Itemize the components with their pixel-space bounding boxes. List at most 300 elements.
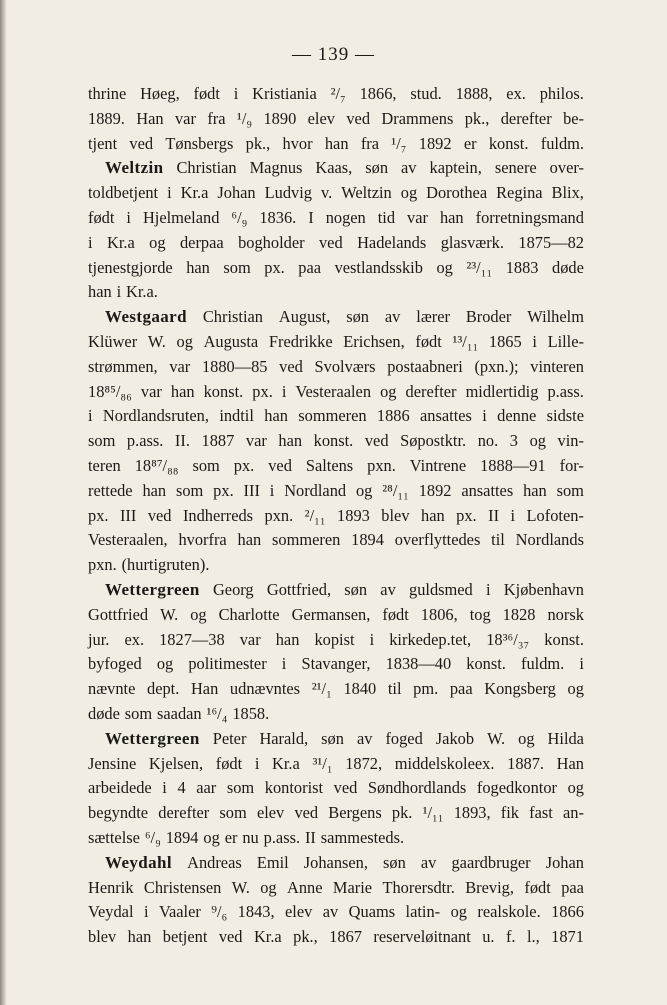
word: ²⁸/₁₁ — [382, 480, 409, 500]
word: Marie — [332, 877, 373, 897]
entry-headword: Westgaard — [105, 307, 187, 327]
word: denne — [497, 406, 537, 426]
entry-first-line — [88, 851, 584, 876]
word: ved — [346, 108, 371, 128]
word: Vaaler — [158, 902, 201, 922]
word: tjenestgjorde — [88, 257, 173, 277]
word: søn — [346, 307, 369, 327]
word: Fredrikke — [268, 331, 333, 351]
word: begyndte — [88, 803, 149, 823]
word: middelskoleex. — [394, 753, 495, 773]
word: derefter — [405, 381, 457, 401]
word: elev — [285, 902, 313, 922]
word: ved — [294, 803, 319, 823]
word: 1875—82 — [518, 232, 584, 252]
word: og — [190, 604, 207, 624]
word: Charlotte — [218, 604, 280, 624]
word: han — [88, 282, 112, 302]
word: paa — [298, 257, 322, 277]
word: foged — [385, 728, 423, 748]
word: var — [140, 381, 162, 401]
word: var — [174, 108, 196, 128]
text-line — [88, 256, 584, 281]
word: født — [524, 877, 551, 897]
word: pk., — [293, 927, 318, 947]
word: Christian — [202, 307, 263, 327]
word: byfoged — [88, 654, 142, 674]
word: født — [193, 84, 220, 103]
word: og — [518, 728, 535, 748]
word: Johan — [217, 183, 256, 203]
word: i — [162, 778, 167, 798]
word: glasværk. — [440, 232, 504, 252]
word: no. — [477, 431, 499, 451]
word: ²/₁₁ — [304, 505, 326, 525]
word: Emil — [256, 852, 289, 872]
word: fast — [529, 803, 553, 823]
entry-first-line — [88, 578, 584, 603]
word: sommeren — [298, 406, 367, 426]
word: vin- — [557, 431, 584, 451]
word: 1894 — [165, 827, 199, 847]
word: Indherreds — [182, 505, 254, 525]
text-line — [88, 876, 584, 901]
word: Kr.a — [272, 753, 300, 773]
word: og — [400, 183, 418, 203]
word: ved — [129, 133, 154, 153]
word: II — [488, 505, 500, 525]
word: 1893, — [453, 803, 491, 823]
word: 1866 — [551, 902, 584, 922]
word: Christensen — [143, 877, 222, 897]
text-line — [88, 82, 584, 107]
word: født — [415, 331, 442, 351]
word: ²³/₁₁ — [466, 257, 493, 277]
text-line — [88, 479, 584, 504]
word: han — [142, 480, 167, 500]
word: og — [260, 877, 277, 897]
word: indtil — [219, 406, 254, 426]
word: han — [278, 431, 303, 451]
word: Lofoten- — [526, 505, 584, 525]
word: fra — [207, 108, 226, 128]
word: px. — [252, 381, 273, 401]
word: 1883 — [505, 257, 539, 277]
text-line — [88, 107, 584, 132]
word: tog — [469, 604, 491, 624]
word: 1886 — [376, 406, 410, 426]
word: px. — [456, 505, 477, 525]
word: døde — [552, 257, 584, 277]
word: elev — [307, 108, 335, 128]
word: i — [486, 579, 491, 599]
word: som — [124, 703, 153, 723]
word: gaardbruger — [451, 852, 531, 872]
word: i — [254, 753, 260, 773]
word: over- — [549, 158, 584, 178]
word: i — [281, 654, 287, 674]
word: og — [149, 232, 166, 252]
word: han — [264, 406, 288, 426]
text-line — [88, 603, 584, 628]
text-line — [88, 776, 584, 801]
word: Saltens — [305, 455, 354, 475]
word: og — [567, 679, 584, 699]
word: til — [387, 679, 402, 699]
word: an- — [563, 803, 584, 823]
word: fik — [500, 803, 519, 823]
word: 1889. — [88, 108, 125, 128]
word: 18³⁶/₃₇ — [486, 629, 530, 649]
body-text — [88, 82, 584, 950]
word: kaptein, — [429, 158, 482, 178]
word: nævnte — [88, 679, 136, 699]
word: Thorersdtr. — [382, 877, 455, 897]
word: var — [169, 356, 191, 376]
word: ved — [318, 232, 343, 252]
word: ved — [333, 778, 358, 798]
word: 4 — [177, 778, 186, 798]
word: Søndhordlands — [367, 778, 467, 798]
word: l., — [526, 927, 540, 947]
word: pm. — [413, 679, 439, 699]
entry-headword: Wettergreen — [105, 728, 200, 748]
word: i — [88, 406, 93, 426]
word: sammesteds. — [320, 827, 405, 847]
word: 1865 — [488, 331, 522, 351]
word: Kristiania — [252, 84, 317, 103]
word: Augusta — [203, 331, 259, 351]
word: Søpostktr. — [400, 431, 467, 451]
word: Georg — [212, 579, 254, 599]
text-line — [88, 206, 584, 231]
word: p.ass. — [126, 431, 164, 451]
word: blev — [381, 505, 410, 525]
word: i — [482, 406, 487, 426]
word: (pxn.); — [474, 356, 519, 376]
word: han — [324, 133, 349, 153]
word: og — [203, 827, 220, 847]
text-line — [88, 429, 584, 454]
text-line — [88, 454, 584, 479]
word: 1866, — [359, 84, 397, 103]
word: Germansen, — [291, 604, 371, 624]
text-line — [88, 628, 584, 653]
word: søn — [383, 852, 406, 872]
text-line — [88, 801, 584, 826]
text-line — [88, 826, 584, 851]
word: konst. — [313, 431, 354, 451]
word: kopist — [314, 629, 355, 649]
word: og — [567, 778, 584, 798]
word: født — [215, 753, 243, 773]
page-edge-shadow — [0, 0, 7, 1005]
word: pxn. — [264, 505, 294, 525]
text-line — [88, 702, 584, 727]
word: Regina — [496, 183, 543, 203]
word: lærer — [416, 307, 450, 327]
word: han — [439, 207, 464, 227]
word: 1867 — [329, 927, 362, 947]
word: 1893 — [337, 505, 370, 525]
word: derpaa — [179, 232, 224, 252]
word: tid — [377, 207, 396, 227]
word: han — [186, 257, 210, 277]
word: vinteren — [530, 356, 584, 376]
word: fuldm. — [521, 654, 565, 674]
word: 1880—85 — [201, 356, 268, 376]
word: født — [88, 207, 115, 227]
word: Kaas, — [315, 158, 353, 178]
word: 1806, — [420, 604, 458, 624]
word: Magnus — [249, 158, 303, 178]
word: han — [275, 629, 300, 649]
word: Blix, — [551, 183, 584, 203]
word: ³¹/₁ — [312, 753, 333, 773]
word: Vintrene — [409, 455, 467, 475]
word: ¹/₁₁ — [422, 803, 444, 823]
word: 18⁸⁵/₈₆ — [88, 381, 132, 401]
text-line — [88, 925, 584, 950]
word: 1871 — [551, 927, 584, 947]
word: Kr.a — [106, 232, 135, 252]
word: bogholder — [238, 232, 305, 252]
word: px. — [233, 455, 255, 475]
word: Bergens — [328, 803, 382, 823]
word: i — [510, 505, 516, 525]
word: paa — [561, 877, 584, 897]
word: pxn. — [367, 455, 396, 475]
word: han — [127, 927, 152, 947]
word: guldsmed — [409, 579, 473, 599]
word: nu — [242, 827, 259, 847]
word: Weltzin — [341, 183, 392, 203]
word: Tønsbergs — [165, 133, 234, 153]
word: i — [233, 84, 239, 103]
text-line — [88, 132, 584, 157]
word: Veydal — [88, 902, 134, 922]
word: ⁶/₉ — [144, 827, 161, 847]
word: som — [556, 480, 584, 500]
word: II. — [174, 431, 190, 451]
word: Nordlandsruten, — [102, 406, 209, 426]
word: Kr.a — [253, 927, 282, 947]
word: Harald, — [259, 728, 309, 748]
word: ¹³/₁₁ — [452, 331, 479, 351]
word: Jensine — [88, 753, 137, 773]
word: Kjelsen, — [148, 753, 204, 773]
word: strømmen, — [88, 356, 158, 376]
word: 1828 — [502, 604, 536, 624]
word: 1840 — [343, 679, 377, 699]
word: ¹/₇ — [391, 133, 407, 153]
word: toldbetjent — [88, 183, 159, 203]
word: v. — [320, 183, 333, 203]
word: Drammens — [381, 108, 454, 128]
word: f. — [505, 927, 516, 947]
word: politimester — [188, 654, 267, 674]
word: 18⁸⁷/₈₈ — [134, 455, 179, 475]
word: Hadelands — [357, 232, 427, 252]
word: fogedkontor — [476, 778, 557, 798]
word: ¹/₉ — [236, 108, 253, 128]
word: og — [436, 257, 453, 277]
word: Han — [136, 108, 164, 128]
word: August, — [278, 307, 331, 327]
word: betjent — [162, 927, 208, 947]
word: er — [224, 827, 238, 847]
word: thrine — [88, 84, 127, 103]
word: Ludvig — [264, 183, 312, 203]
word: px. — [88, 505, 109, 525]
text-line — [88, 330, 584, 355]
word: derefter — [158, 803, 210, 823]
word: midlertidig — [465, 381, 539, 401]
word: Erichsen, — [343, 331, 405, 351]
word: Klüwer — [88, 331, 138, 351]
word: p.ass. — [263, 827, 301, 847]
word: Høeg, — [140, 84, 180, 103]
word: ved — [364, 431, 389, 451]
word: han — [523, 480, 547, 500]
word: derefter — [500, 108, 552, 128]
word: ved — [268, 455, 292, 475]
word: ex. — [506, 84, 526, 103]
word: kirkedep.tet, — [389, 629, 472, 649]
word: ved — [279, 356, 303, 376]
word: realskole. — [477, 902, 541, 922]
word: var — [239, 629, 261, 649]
word: Brevig, — [465, 877, 514, 897]
word: ansattes — [420, 406, 472, 426]
word: ansattes — [461, 480, 514, 500]
word: av — [380, 579, 396, 599]
word: i — [116, 282, 122, 302]
word: i — [369, 629, 375, 649]
word: som — [88, 431, 116, 451]
word: W. — [147, 331, 166, 351]
text-line — [88, 231, 584, 256]
word: philos. — [539, 84, 584, 103]
word: overflyttedes — [394, 530, 481, 550]
word: søn — [321, 728, 344, 748]
word: Han — [190, 679, 219, 699]
word: fra — [360, 133, 380, 153]
word: III — [119, 505, 137, 525]
word: 1827—38 — [159, 629, 225, 649]
word: ¹⁶/₄ — [206, 703, 228, 723]
page-number: — 139 — — [292, 44, 375, 65]
word: ved — [147, 505, 172, 525]
text-line — [88, 752, 584, 777]
word: 1858. — [232, 703, 270, 723]
word: 1838—40 — [385, 654, 452, 674]
word: av — [322, 902, 339, 922]
word: teren — [88, 455, 121, 475]
word: søn — [344, 579, 368, 599]
word: ⁹/₆ — [211, 902, 228, 922]
word: tjent — [88, 133, 118, 153]
word: Quams — [348, 902, 396, 922]
word: 1887 — [201, 431, 235, 451]
word: som — [175, 480, 204, 500]
word: Kjøbenhavn — [503, 579, 584, 599]
word: Christian — [176, 158, 237, 178]
word: som — [223, 257, 251, 277]
word: nogen — [325, 207, 366, 227]
word: Nordlands — [515, 530, 584, 550]
word: Svolværs — [314, 356, 376, 376]
word: som — [192, 455, 220, 475]
word: (hurtigruten). — [121, 555, 210, 575]
word: udnævntes — [229, 679, 301, 699]
word: II — [304, 827, 316, 847]
word: Kongsberg — [484, 679, 556, 699]
word: pk. — [391, 803, 413, 823]
word: Kr.a — [180, 183, 209, 203]
word: Hilda — [547, 728, 584, 748]
word: dept. — [147, 679, 180, 699]
word: han — [170, 381, 195, 401]
word: i — [143, 902, 149, 922]
word: Vesteraalen, — [88, 530, 168, 550]
word: i — [88, 232, 93, 252]
word: Lille- — [547, 331, 584, 351]
word: Johan — [545, 852, 584, 872]
word: og — [156, 654, 174, 674]
word: 1894 — [351, 530, 384, 550]
word: kontorist — [264, 778, 324, 798]
text-line — [88, 504, 584, 529]
word: pk., — [464, 108, 490, 128]
word: konst. — [203, 381, 244, 401]
word: sidste — [546, 406, 584, 426]
word: Andreas — [187, 852, 242, 872]
word: Broder — [465, 307, 512, 327]
word: til — [491, 530, 505, 550]
text-line — [88, 553, 584, 578]
word: Vesteraalen — [295, 381, 372, 401]
word: han — [237, 530, 262, 550]
word: fuldm. — [540, 133, 584, 153]
word: aar — [196, 778, 217, 798]
text-line — [88, 181, 584, 206]
word: 1888, — [455, 84, 493, 103]
word: saadan — [157, 703, 202, 723]
word: 1872, — [345, 753, 383, 773]
word: ²/₇ — [330, 84, 346, 103]
word: og — [380, 381, 397, 401]
word: født — [382, 604, 409, 624]
word: p.ass. — [547, 381, 584, 401]
word: be- — [563, 108, 584, 128]
word: 1843, — [237, 902, 275, 922]
word: i — [579, 654, 584, 674]
word: 1888—91 — [480, 455, 546, 475]
word: av — [420, 852, 437, 872]
word: Henrik — [88, 877, 134, 897]
entry-first-line — [88, 727, 584, 752]
word: latin- — [405, 902, 441, 922]
text-line — [88, 280, 584, 305]
word: u. — [482, 927, 495, 947]
word: som — [219, 803, 247, 823]
word: var — [407, 207, 428, 227]
word: jur. — [88, 629, 110, 649]
word: av — [384, 307, 401, 327]
word: rettede — [88, 480, 133, 500]
word: i — [167, 183, 172, 203]
